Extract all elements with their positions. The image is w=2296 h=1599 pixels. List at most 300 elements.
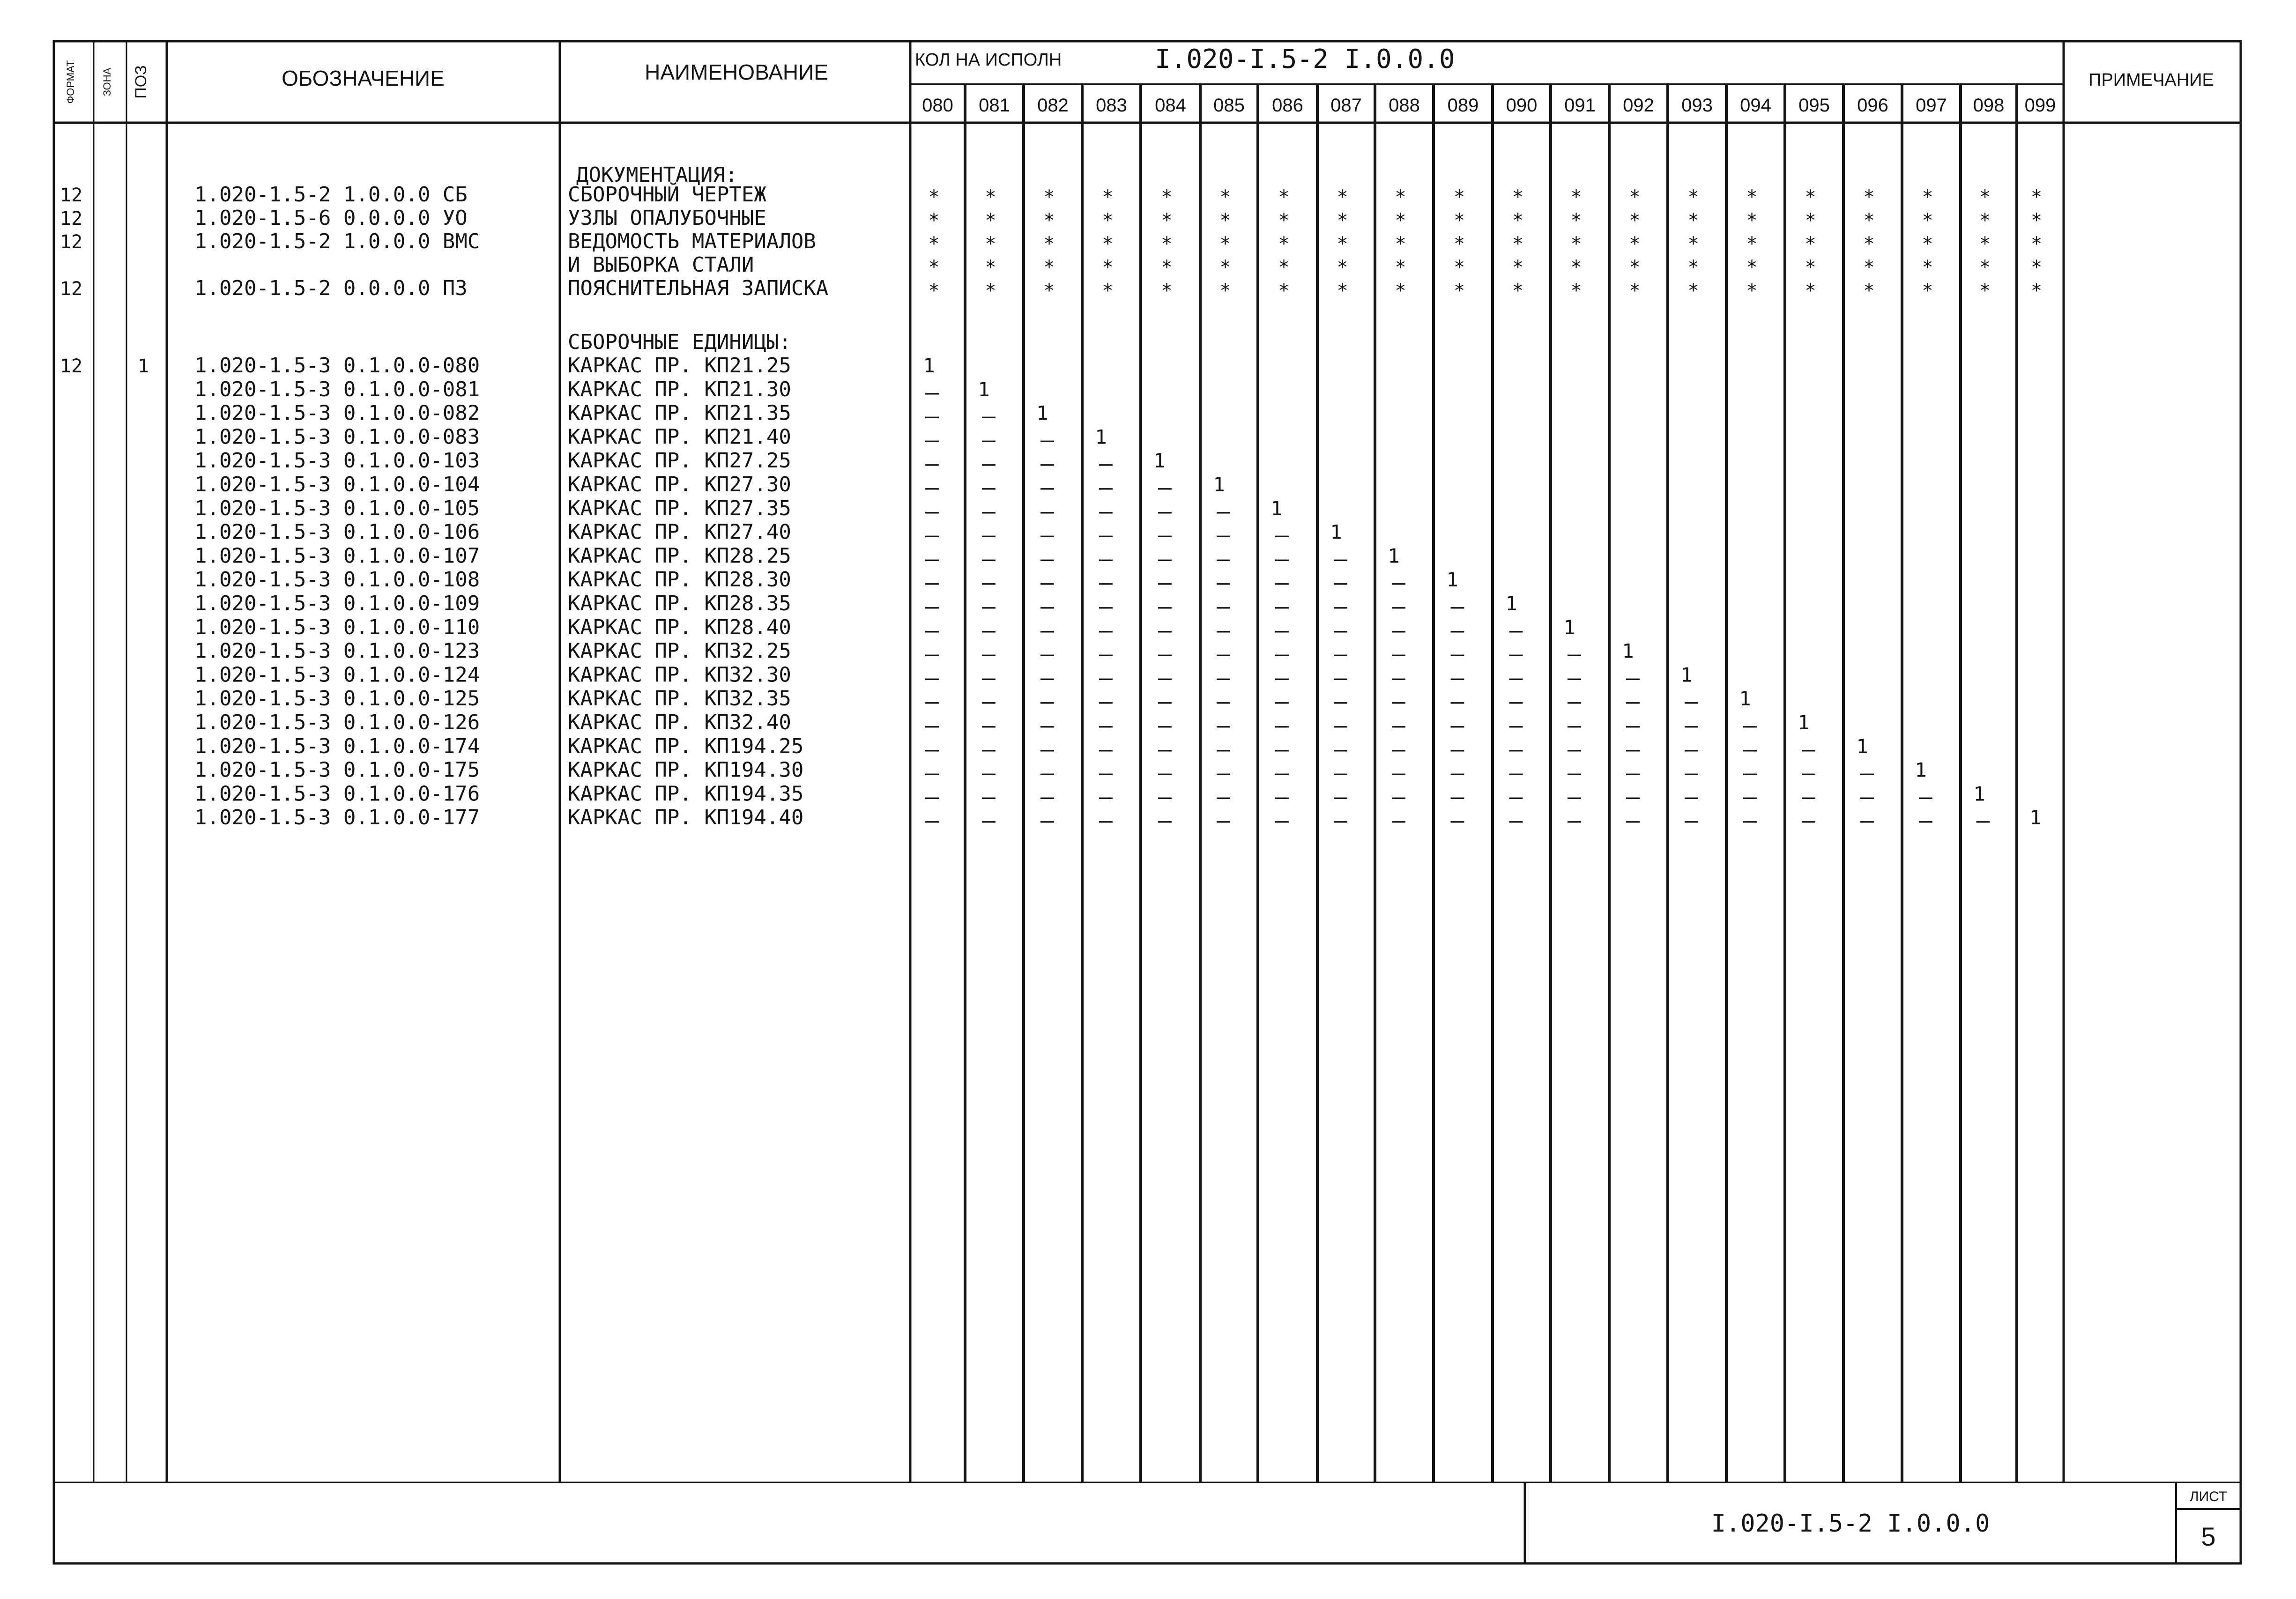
doc-included-mark: * xyxy=(1453,233,1465,255)
doc-included-mark: * xyxy=(1979,210,1991,231)
quantity-dash: – xyxy=(1450,641,1464,667)
quantity-one: 1 xyxy=(923,354,935,377)
variant-code: 098 xyxy=(1973,95,2005,116)
quantity-dash: – xyxy=(925,807,939,834)
column-designation-header: ОБОЗНАЧЕНИЕ xyxy=(282,66,445,90)
row-name: ВЕДОМОСТЬ МАТЕРИАЛОВ xyxy=(568,229,816,253)
row-designation: 1.020-1.5-3 0.1.0.0-083 xyxy=(194,425,480,449)
quantity-one: 1 xyxy=(1330,520,1342,544)
variant-code: 095 xyxy=(1798,95,1830,116)
doc-included-mark: * xyxy=(928,257,940,278)
doc-included-mark: * xyxy=(1512,257,1524,278)
doc-included-mark: * xyxy=(1278,280,1290,302)
quantity-one: 1 xyxy=(1798,711,1810,734)
quantity-dash: – xyxy=(925,498,939,525)
doc-included-mark: * xyxy=(1278,233,1290,255)
quantity-dash: – xyxy=(1275,784,1289,810)
doc-included-mark: * xyxy=(1922,280,1933,302)
quantity-dash: – xyxy=(1568,688,1581,715)
doc-included-mark: * xyxy=(1570,186,1582,208)
row-designation: 1.020-1.5-2 1.0.0.0 ВМС xyxy=(194,229,480,253)
quantity-dash: – xyxy=(1158,807,1172,834)
quantity-dash: – xyxy=(1099,546,1113,572)
variant-code: 089 xyxy=(1447,95,1479,116)
quantity-dash: – xyxy=(1275,688,1289,715)
quantity-dash: – xyxy=(1217,641,1230,667)
quantity-dash: – xyxy=(1040,570,1054,596)
doc-included-mark: * xyxy=(1278,257,1290,278)
doc-included-mark: * xyxy=(1337,210,1348,231)
doc-included-mark: * xyxy=(985,257,996,278)
quantity-dash: – xyxy=(1568,736,1581,762)
quantity-dash: – xyxy=(1450,617,1464,644)
doc-included-mark: * xyxy=(1629,210,1641,231)
row-designation: 1.020-1.5-3 0.1.0.0-177 xyxy=(194,806,480,830)
row-name: КАРКАС ПР. КП27.25 xyxy=(568,449,791,473)
doc-included-mark: * xyxy=(1629,233,1641,255)
doc-included-mark: * xyxy=(1453,210,1465,231)
quantity-dash: – xyxy=(1040,736,1054,762)
row-designation: 1.020-1.5-3 0.1.0.0-081 xyxy=(194,377,480,401)
quantity-one: 1 xyxy=(1095,425,1107,449)
quantity-dash: – xyxy=(1158,665,1172,691)
doc-included-mark: * xyxy=(1102,257,1114,278)
quantity-dash: – xyxy=(1685,736,1698,762)
quantity-dash: – xyxy=(1099,617,1113,644)
variant-code: 092 xyxy=(1623,95,1654,116)
variant-code: 090 xyxy=(1506,95,1538,116)
quantity-dash: – xyxy=(1217,760,1230,786)
doc-included-mark: * xyxy=(1570,280,1582,302)
doc-included-mark: * xyxy=(1043,210,1055,231)
quantity-dash: – xyxy=(1275,807,1289,834)
doc-included-mark: * xyxy=(1219,210,1231,231)
row-name: КАРКАС ПР. КП27.30 xyxy=(568,473,791,496)
quantity-dash: – xyxy=(1743,736,1757,762)
quantity-dash: – xyxy=(1158,688,1172,715)
doc-included-mark: * xyxy=(1687,186,1699,208)
doc-included-mark: * xyxy=(1863,233,1875,255)
quantity-dash: – xyxy=(1275,593,1289,620)
quantity-dash: – xyxy=(1685,760,1698,786)
quantity-dash: – xyxy=(925,641,939,667)
quantity-dash: – xyxy=(1099,736,1113,762)
doc-included-mark: * xyxy=(1453,257,1465,278)
quantity-dash: – xyxy=(982,712,996,739)
row-format: 12 xyxy=(59,231,83,253)
quantity-dash: – xyxy=(1217,570,1230,596)
variant-code: 093 xyxy=(1681,95,1713,116)
row-name: КАРКАС ПР. КП32.25 xyxy=(568,639,791,663)
quantity-dash: – xyxy=(1040,712,1054,739)
quantity-dash: – xyxy=(1217,593,1230,620)
doc-included-mark: * xyxy=(1512,186,1524,208)
quantity-dash: – xyxy=(1040,641,1054,667)
doc-included-mark: * xyxy=(1629,186,1641,208)
row-designation: 1.020-1.5-3 0.1.0.0-103 xyxy=(194,449,480,473)
quantity-one: 1 xyxy=(1973,782,1985,806)
doc-included-mark: * xyxy=(1102,210,1114,231)
quantity-dash: – xyxy=(1392,807,1405,834)
variant-code: 085 xyxy=(1213,95,1245,116)
quantity-dash: – xyxy=(1626,760,1640,786)
quantity-dash: – xyxy=(1743,784,1757,810)
row-name: СБОРОЧНЫЙ ЧЕРТЕЖ xyxy=(568,183,766,207)
quantity-one: 1 xyxy=(1446,568,1458,592)
doc-included-mark: * xyxy=(1337,257,1348,278)
row-name: КАРКАС ПР. КП28.35 xyxy=(568,592,791,615)
quantity-dash: – xyxy=(1392,688,1405,715)
doc-included-mark: * xyxy=(2030,186,2043,208)
doc-included-mark: * xyxy=(1043,233,1055,255)
quantity-one: 1 xyxy=(978,378,990,401)
quantity-dash: – xyxy=(1099,593,1113,620)
doc-included-mark: * xyxy=(1512,280,1524,302)
quantity-dash: – xyxy=(1392,570,1405,596)
doc-included-mark: * xyxy=(2030,233,2043,255)
quantity-dash: – xyxy=(925,546,939,572)
quantity-one: 1 xyxy=(1213,473,1225,496)
quantity-dash: – xyxy=(925,712,939,739)
quantity-dash: – xyxy=(925,427,939,453)
column-name-header: НАИМЕНОВАНИЕ xyxy=(645,60,828,84)
doc-included-mark: * xyxy=(1979,280,1991,302)
row-name: КАРКАС ПР. КП194.40 xyxy=(568,806,804,830)
quantity-dash: – xyxy=(1275,712,1289,739)
doc-included-mark: * xyxy=(1979,257,1991,278)
quantity-dash: – xyxy=(925,403,939,429)
quantity-dash: – xyxy=(1275,665,1289,691)
column-position-header: ПОЗ xyxy=(132,65,150,99)
doc-included-mark: * xyxy=(1863,280,1875,302)
row-designation: 1.020-1.5-3 0.1.0.0-108 xyxy=(194,568,480,592)
quantity-dash: – xyxy=(1509,784,1523,810)
quantity-dash: – xyxy=(1392,712,1405,739)
doc-included-mark: * xyxy=(2030,280,2043,302)
quantity-dash: – xyxy=(1275,570,1289,596)
quantity-dash: – xyxy=(1040,760,1054,786)
quantity-dash: – xyxy=(1040,807,1054,834)
quantity-dash: – xyxy=(925,379,939,406)
row-format: 12 xyxy=(59,185,83,206)
doc-included-mark: * xyxy=(1395,257,1406,278)
quantity-dash: – xyxy=(1626,784,1640,810)
doc-included-mark: * xyxy=(1746,210,1758,231)
quantity-dash: – xyxy=(1275,641,1289,667)
quantity-dash: – xyxy=(925,474,939,501)
quantity-one: 1 xyxy=(1271,496,1283,520)
quantity-one: 1 xyxy=(1153,449,1166,473)
row-name: КАРКАС ПР. КП28.30 xyxy=(568,568,791,592)
quantity-dash: – xyxy=(1040,498,1054,525)
row-format: 12 xyxy=(59,355,83,377)
quantity-dash: – xyxy=(982,665,996,691)
quantity-dash: – xyxy=(982,641,996,667)
variant-code: 099 xyxy=(2024,95,2056,116)
row-designation: 1.020-1.5-3 0.1.0.0-104 xyxy=(194,473,480,496)
quantity-dash: – xyxy=(1509,760,1523,786)
row-name: КАРКАС ПР. КП21.35 xyxy=(568,401,791,425)
quantity-dash: – xyxy=(1802,760,1815,786)
quantity-dash: – xyxy=(1450,736,1464,762)
quantity-dash: – xyxy=(1217,784,1230,810)
variant-code: 097 xyxy=(1916,95,1947,116)
quantity-dash: – xyxy=(1743,712,1757,739)
doc-included-mark: * xyxy=(1161,186,1173,208)
quantity-dash: – xyxy=(1860,807,1874,834)
quantity-dash: – xyxy=(1040,522,1054,548)
quantity-dash: – xyxy=(1217,736,1230,762)
quantity-dash: – xyxy=(982,451,996,477)
row-format: 12 xyxy=(59,278,83,300)
doc-included-mark: * xyxy=(985,210,996,231)
quantity-dash: – xyxy=(1275,546,1289,572)
doc-included-mark: * xyxy=(1219,186,1231,208)
quantity-dash: – xyxy=(1099,641,1113,667)
quantity-dash: – xyxy=(1392,641,1405,667)
doc-included-mark: * xyxy=(1922,210,1933,231)
quantity-dash: – xyxy=(982,570,996,596)
quantity-dash: – xyxy=(1450,688,1464,715)
row-designation: 1.020-1.5-3 0.1.0.0-126 xyxy=(194,711,480,734)
quantity-dash: – xyxy=(1626,807,1640,834)
quantity-dash: – xyxy=(1860,784,1874,810)
doc-included-mark: * xyxy=(2030,257,2043,278)
quantity-dash: – xyxy=(1802,784,1815,810)
row-name: КАРКАС ПР. КП27.40 xyxy=(568,520,791,544)
row-name: КАРКАС ПР. КП194.30 xyxy=(568,758,804,782)
doc-included-mark: * xyxy=(928,210,940,231)
quantity-dash: – xyxy=(1099,522,1113,548)
quantity-one: 1 xyxy=(1622,639,1634,663)
quantity-dash: – xyxy=(1217,688,1230,715)
quantity-dash: – xyxy=(1099,498,1113,525)
quantity-dash: – xyxy=(1334,641,1347,667)
quantity-dash: – xyxy=(1217,807,1230,834)
row-name: КАРКАС ПР. КП21.40 xyxy=(568,425,791,449)
doc-included-mark: * xyxy=(985,186,996,208)
quantity-dash: – xyxy=(1334,760,1347,786)
doc-included-mark: * xyxy=(1979,233,1991,255)
quantity-one: 1 xyxy=(1505,592,1517,615)
quantity-dash: – xyxy=(1450,784,1464,810)
doc-included-mark: * xyxy=(2030,210,2043,231)
quantity-dash: – xyxy=(925,688,939,715)
doc-included-mark: * xyxy=(1687,210,1699,231)
quantity-dash: – xyxy=(1099,712,1113,739)
row-name: КАРКАС ПР. КП28.25 xyxy=(568,544,791,568)
quantity-dash: – xyxy=(1568,712,1581,739)
variant-code: 081 xyxy=(979,95,1010,116)
quantity-dash: – xyxy=(1685,807,1698,834)
quantity-dash: – xyxy=(925,784,939,810)
quantity-dash: – xyxy=(1802,736,1815,762)
doc-included-mark: * xyxy=(1161,257,1173,278)
quantity-dash: – xyxy=(925,522,939,548)
row-name: КАРКАС ПР. КП27.35 xyxy=(568,496,791,520)
quantity-dash: – xyxy=(1040,451,1054,477)
quantity-dash: – xyxy=(1450,593,1464,620)
quantity-dash: – xyxy=(925,665,939,691)
documentation-heading: ДОКУМЕНТАЦИЯ: xyxy=(576,163,738,187)
variant-code: 084 xyxy=(1155,95,1186,116)
quantity-dash: – xyxy=(1334,593,1347,620)
variant-code: 094 xyxy=(1740,95,1771,116)
doc-included-mark: * xyxy=(1395,186,1406,208)
quantity-one: 1 xyxy=(1388,544,1400,568)
doc-included-mark: * xyxy=(1629,280,1641,302)
variant-code: 096 xyxy=(1857,95,1888,116)
quantity-dash: – xyxy=(982,427,996,453)
column-qty-label: КОЛ НА ИСПОЛН xyxy=(915,50,1062,70)
quantity-dash: – xyxy=(1919,807,1932,834)
row-designation: 1.020-1.5-3 0.1.0.0-176 xyxy=(194,782,480,806)
quantity-dash: – xyxy=(1509,617,1523,644)
assemblies-heading: СБОРОЧНЫЕ ЕДИНИЦЫ: xyxy=(568,330,791,354)
quantity-dash: – xyxy=(1392,760,1405,786)
row-name: КАРКАС ПР. КП32.35 xyxy=(568,687,791,711)
variant-code: 080 xyxy=(922,95,953,116)
doc-included-mark: * xyxy=(1102,186,1114,208)
quantity-dash: – xyxy=(982,688,996,715)
quantity-dash: – xyxy=(1450,712,1464,739)
doc-included-mark: * xyxy=(1746,280,1758,302)
doc-included-mark: * xyxy=(1102,280,1114,302)
doc-included-mark: * xyxy=(1922,233,1933,255)
quantity-dash: – xyxy=(1158,736,1172,762)
column-qty-document: I.020-I.5-2 I.0.0.0 xyxy=(1155,44,1455,74)
doc-included-mark: * xyxy=(1219,257,1231,278)
doc-included-mark: * xyxy=(1278,210,1290,231)
row-designation: 1.020-1.5-3 0.1.0.0-123 xyxy=(194,639,480,663)
doc-included-mark: * xyxy=(1395,210,1406,231)
variant-code: 083 xyxy=(1096,95,1127,116)
quantity-dash: – xyxy=(1275,522,1289,548)
quantity-dash: – xyxy=(1334,665,1347,691)
quantity-dash: – xyxy=(1568,665,1581,691)
row-designation: 1.020-1.5-3 0.1.0.0-125 xyxy=(194,687,480,711)
doc-included-mark: * xyxy=(1922,257,1933,278)
quantity-dash: – xyxy=(982,760,996,786)
quantity-one: 1 xyxy=(1915,758,1927,782)
doc-included-mark: * xyxy=(1805,257,1816,278)
doc-included-mark: * xyxy=(1337,233,1348,255)
quantity-dash: – xyxy=(1334,617,1347,644)
sheet-number: 5 xyxy=(2201,1522,2216,1551)
quantity-dash: – xyxy=(1568,641,1581,667)
doc-included-mark: * xyxy=(1161,210,1173,231)
quantity-dash: – xyxy=(1392,736,1405,762)
doc-included-mark: * xyxy=(1395,233,1406,255)
quantity-one: 1 xyxy=(1739,687,1751,711)
quantity-dash: – xyxy=(982,474,996,501)
title-document-number: I.020-I.5-2 I.0.0.0 xyxy=(1711,1510,1990,1538)
row-designation: 1.020-1.5-3 0.1.0.0-124 xyxy=(194,663,480,687)
doc-included-mark: * xyxy=(1979,186,1991,208)
quantity-dash: – xyxy=(1509,712,1523,739)
quantity-dash: – xyxy=(1334,784,1347,810)
quantity-dash: – xyxy=(982,593,996,620)
doc-included-mark: * xyxy=(1863,210,1875,231)
quantity-dash: – xyxy=(1626,712,1640,739)
variant-code: 088 xyxy=(1389,95,1420,116)
quantity-dash: – xyxy=(982,522,996,548)
quantity-dash: – xyxy=(1158,617,1172,644)
quantity-dash: – xyxy=(1099,784,1113,810)
quantity-dash: – xyxy=(1099,688,1113,715)
quantity-dash: – xyxy=(1743,807,1757,834)
quantity-dash: – xyxy=(1450,760,1464,786)
quantity-dash: – xyxy=(1275,617,1289,644)
doc-included-mark: * xyxy=(1570,257,1582,278)
doc-included-mark: * xyxy=(1453,186,1465,208)
quantity-dash: – xyxy=(1217,522,1230,548)
row-position: 1 xyxy=(137,355,149,377)
quantity-dash: – xyxy=(1275,736,1289,762)
row-name: КАРКАС ПР. КП194.35 xyxy=(568,782,804,806)
doc-included-mark: * xyxy=(928,186,940,208)
doc-included-mark: * xyxy=(1337,280,1348,302)
quantity-dash: – xyxy=(1158,522,1172,548)
doc-included-mark: * xyxy=(985,280,996,302)
doc-included-mark: * xyxy=(1043,257,1055,278)
quantity-one: 1 xyxy=(1856,734,1868,758)
row-name: КАРКАС ПР. КП21.30 xyxy=(568,377,791,401)
quantity-dash: – xyxy=(1040,665,1054,691)
row-name: И ВЫБОРКА СТАЛИ xyxy=(568,253,754,277)
doc-included-mark: * xyxy=(1570,233,1582,255)
row-name: КАРКАС ПР. КП32.30 xyxy=(568,663,791,687)
quantity-dash: – xyxy=(1685,688,1698,715)
quantity-dash: – xyxy=(1334,546,1347,572)
quantity-dash: – xyxy=(982,403,996,429)
doc-included-mark: * xyxy=(1453,280,1465,302)
doc-included-mark: * xyxy=(985,233,996,255)
row-name: КАРКАС ПР. КП32.40 xyxy=(568,711,791,734)
doc-included-mark: * xyxy=(1922,186,1933,208)
quantity-dash: – xyxy=(925,451,939,477)
row-name: ПОЯСНИТЕЛЬНАЯ ЗАПИСКА xyxy=(568,276,829,300)
doc-included-mark: * xyxy=(1337,186,1348,208)
doc-included-mark: * xyxy=(1043,280,1055,302)
quantity-dash: – xyxy=(1392,593,1405,620)
quantity-dash: – xyxy=(1158,570,1172,596)
column-format-header: ФОРМАТ xyxy=(65,60,76,104)
doc-included-mark: * xyxy=(1395,280,1406,302)
quantity-dash: – xyxy=(1217,665,1230,691)
row-designation: 1.020-1.5-2 1.0.0.0 СБ xyxy=(194,183,468,207)
quantity-dash: – xyxy=(1685,712,1698,739)
quantity-dash: – xyxy=(925,617,939,644)
quantity-dash: – xyxy=(925,593,939,620)
row-designation: 1.020-1.5-3 0.1.0.0-106 xyxy=(194,520,480,544)
quantity-dash: – xyxy=(982,736,996,762)
row-designation: 1.020-1.5-2 0.0.0.0 ПЗ xyxy=(194,276,468,300)
doc-included-mark: * xyxy=(1863,186,1875,208)
quantity-dash: – xyxy=(1099,760,1113,786)
quantity-dash: – xyxy=(1158,546,1172,572)
doc-included-mark: * xyxy=(1687,280,1699,302)
quantity-dash: – xyxy=(1099,474,1113,501)
row-designation: 1.020-1.5-3 0.1.0.0-110 xyxy=(194,615,480,639)
variant-code: 082 xyxy=(1037,95,1069,116)
quantity-dash: – xyxy=(1450,807,1464,834)
doc-included-mark: * xyxy=(1746,257,1758,278)
doc-included-mark: * xyxy=(1746,233,1758,255)
quantity-dash: – xyxy=(1509,807,1523,834)
quantity-dash: – xyxy=(1217,712,1230,739)
variant-code: 086 xyxy=(1272,95,1303,116)
